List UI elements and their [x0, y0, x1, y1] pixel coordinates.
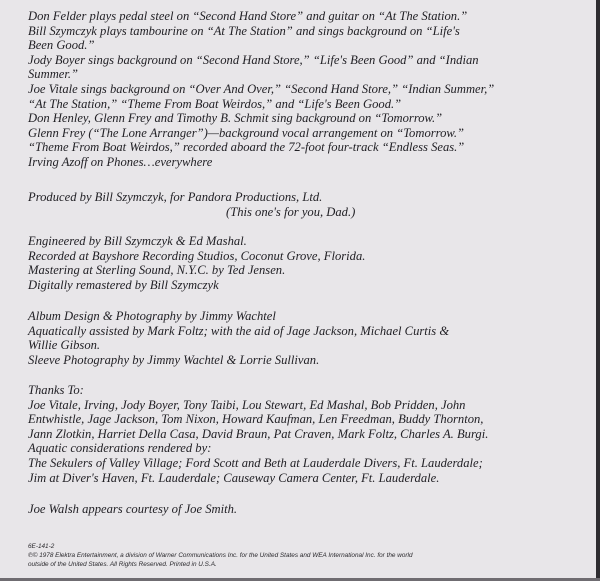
- thanks-section: [28, 383, 588, 485]
- thanks-line: Aquatic considerations rendered by:: [28, 441, 212, 456]
- credit-line: Bill Szymczyk plays tambourine on “At The Station” and sings background on “Life's: [28, 23, 460, 38]
- design-line: Sleeve Photography by Jimmy Wachtel & Lorrie Sullivan.: [28, 352, 320, 367]
- thanks-line: Joe Vitale, Irving, Jody Boyer, Tony Taibi, Lou Stewart, Ed Mashal, Bob Pridden, John: [28, 397, 466, 412]
- credit-line: “Theme From Boat Weirdos,” recorded aboard the 72-foot four-track “Endless Seas.”: [28, 140, 465, 155]
- courtesy-line: Joe Walsh appears courtesy of Joe Smith.: [28, 502, 238, 516]
- courtesy-section: [28, 502, 588, 517]
- credit-line: “At The Station,” “Theme From Boat Weirdos,” and “Life's Been Good.”: [28, 96, 402, 111]
- credit-line: Jody Boyer sings background on “Second Hand Store,” “Life's Been Good” and “Indian: [28, 52, 479, 67]
- thanks-line: Jann Zlotkin, Harriet Della Casa, David Braun, Pat Craven, Mark Foltz, Charles A. Burgi.: [28, 426, 489, 441]
- catalog-number: 6E-141-2: [28, 543, 55, 550]
- fine-print: [28, 542, 588, 569]
- design-line: Album Design & Photography by Jimmy Wachtel: [28, 309, 276, 323]
- credits-section: [28, 9, 588, 170]
- design-section: [28, 309, 588, 367]
- producer-line: Produced by Bill Szymczyk, for Pandora Productions, Ltd.: [28, 190, 323, 204]
- credit-line: Don Henley, Glenn Frey and Timothy B. Schmit sing background on “Tomorrow.”: [28, 111, 443, 126]
- copyright-line: ℗© 1978 Elektra Entertainment, a division of Warner Communications Inc. for the United States and WEA International Inc. for the world: [28, 552, 413, 559]
- credit-line: Summer.”: [28, 67, 79, 82]
- engineering-section: [28, 234, 588, 292]
- engineering-line: Mastering at Sterling Sound, N.Y.C. by Ted Jensen.: [28, 263, 286, 278]
- thanks-line: Entwhistle, Jage Jackson, Tom Nixon, Howard Kaufman, Len Freedman, Buddy Thornton,: [28, 412, 484, 427]
- copyright-line: outside of the United States. All Rights Reserved. Printed in U.S.A.: [28, 561, 217, 568]
- page-edge-shadow: [596, 0, 600, 581]
- engineering-line: Engineered by Bill Szymczyk & Ed Mashal.: [28, 234, 247, 248]
- production-section: [28, 190, 588, 219]
- design-line: Willie Gibson.: [28, 338, 101, 353]
- credit-line: Been Good.”: [28, 38, 95, 53]
- dedication-line: (This one's for you, Dad.): [226, 204, 356, 219]
- credit-line: Glenn Frey (“The Lone Arranger”)—background vocal arrangement on “Tomorrow.”: [28, 125, 464, 140]
- thanks-heading: Thanks To:: [28, 383, 84, 397]
- design-line: Aquatically assisted by Mark Foltz; with the aid of Jage Jackson, Michael Curtis &: [28, 323, 450, 338]
- thanks-line: The Sekulers of Valley Village; Ford Scott and Beth at Lauderdale Divers, Ft. Lauderdale;: [28, 455, 483, 470]
- thanks-line: Jim at Diver's Haven, Ft. Lauderdale; Causeway Camera Center, Ft. Lauderdale.: [28, 470, 440, 485]
- credit-line: Irving Azoff on Phones…everywhere: [28, 154, 213, 169]
- credit-line: Don Felder plays pedal steel on “Second Hand Store” and guitar on “At The Station.”: [28, 9, 468, 23]
- engineering-line: Digitally remastered by Bill Szymczyk: [28, 277, 219, 292]
- engineering-line: Recorded at Bayshore Recording Studios, Coconut Grove, Florida.: [28, 248, 366, 263]
- credit-line: Joe Vitale sings background on “Over And Over,” “Second Hand Store,” “Indian Summer,”: [28, 81, 495, 96]
